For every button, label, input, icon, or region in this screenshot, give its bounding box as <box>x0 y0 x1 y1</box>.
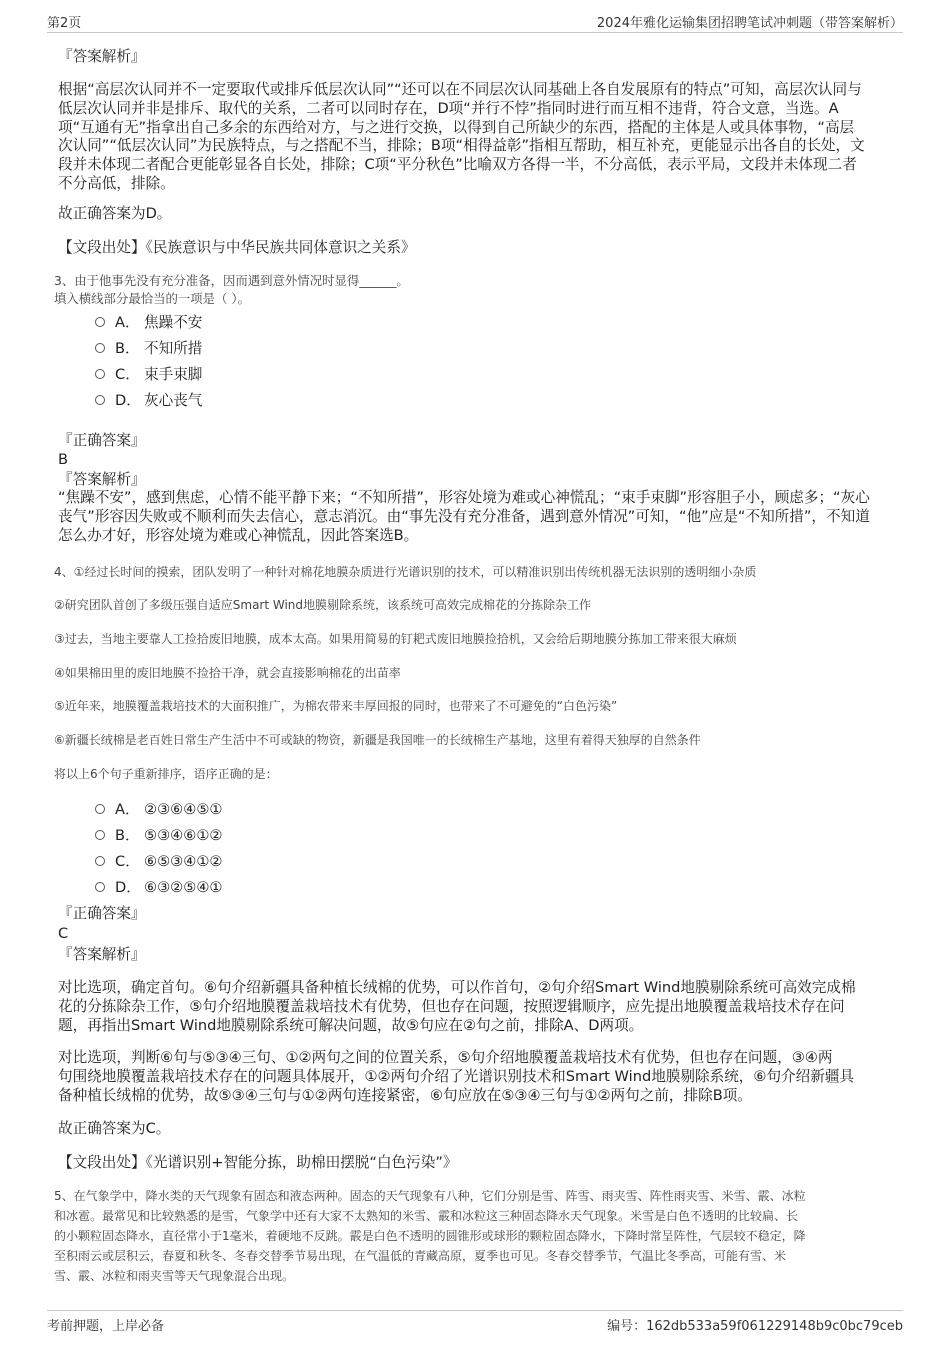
q4-analysis-line: 对比选项，确定首句。⑥句介绍新疆具备种植长绒棉的优势，可以作首句，②句介绍Smart Wind地膜剔除系统可高效完成棉 <box>58 979 856 996</box>
radio-button-icon[interactable] <box>95 395 105 405</box>
q4-source: 【文段出处】《光谱识别+智能分拣，助棉田摆脱“白色污染”》 <box>58 1154 458 1171</box>
q4-analysis-line: 花的分拣除杂工作，⑤句介绍地膜覆盖栽培技术有优势，但也存在问题，按照逻辑顺序，应先提出地膜覆盖栽培技术存在问 <box>58 997 845 1015</box>
q4-correct-answer: C <box>58 925 69 942</box>
q4-analysis-line: 备种植长绒棉的优势，故⑤③④三句与①②两句连接紧密，⑥句应放在⑤③④三句与①②两句之前，排除B项。 <box>58 1086 752 1104</box>
q4-analysis-label: 『答案解析』 <box>58 946 146 963</box>
q3-option-c[interactable]: C． 束手束脚 <box>95 365 202 385</box>
page-header <box>47 10 903 33</box>
q3-option-d[interactable]: D． 灰心丧气 <box>95 391 202 411</box>
q4-sentence-4: ④如果棉田里的废旧地膜不捡拾干净，就会直接影响棉花的出苗率 <box>54 666 401 680</box>
q4-sentence-3: ③过去，当地主要靠人工捡拾废旧地膜，成本太高。如果用简易的钉耙式废旧地膜捡拾机，又会给后期地膜分拣加工带来很大麻烦 <box>54 632 737 646</box>
q4-option-d[interactable]: D． ⑥③②⑤④① <box>95 878 223 898</box>
q5-line: 至积雨云或层积云，春夏和秋冬、冬春交替季节易出现，在气温低的青藏高原，夏季也可见。冬春交替季节，气温比冬季高，可能有雪、米 <box>54 1249 787 1263</box>
q3-analysis-line: 丧气”形容因失败或不顺利而失去信心，意志消沉。由“事先没有充分准备，遇到意外情况”可知，“他”应是“不知所措”，不知道 <box>58 507 870 525</box>
q4-analysis-paragraph-2 <box>58 1049 854 1105</box>
q3-stem: 3、由于他事先没有充分准备，因而遇到意外情况时显得______。 <box>54 273 409 288</box>
q4-correct-label: 『正确答案』 <box>58 905 146 922</box>
q2-analysis-line: 不分高低，排除。 <box>58 174 175 192</box>
q2-analysis-line: 次认同”“低层次认同”为民族特点，与之搭配不当，排除；B项“相得益彰”指相互帮助，相互补充，更能显示出各自的长处，文 <box>58 137 865 155</box>
q2-source: 【文段出处】《民族意识与中华民族共同体意识之关系》 <box>58 239 416 256</box>
q2-analysis-text <box>58 81 865 194</box>
q3-option-b[interactable]: B． 不知所措 <box>95 339 202 359</box>
radio-button-icon[interactable] <box>95 317 105 327</box>
q3-option-a[interactable]: A． 焦躁不安 <box>95 313 202 333</box>
radio-button-icon[interactable] <box>95 343 105 353</box>
q3-correct-answer: B <box>58 451 69 468</box>
q4-sentence-6: ⑥新疆长绒棉是老百姓日常生产生活中不可或缺的物资，新疆是我国唯一的长绒棉生产基地，这里有着得天独厚的自然条件 <box>54 733 701 747</box>
q5-line: 和冰雹。最常见和比较熟悉的是雪，气象学中还有大家不太熟知的米雪、霰和冰粒这三种固态降水天气现象。米雪是白色不透明的比较扁、长 <box>54 1209 799 1223</box>
q3-analysis-line: “焦躁不安”，感到焦虑，心情不能平静下来；“不知所措”，形容处境为难或心神慌乱；“束手束脚”形容胆子小，顾虑多；“灰心 <box>58 489 870 506</box>
q2-analysis-line: 项“互通有无”指拿出自己多余的东西给对方，与之进行交换，以得到自己所缺少的东西，搭配的主体是人或具体事物，“高层 <box>58 118 855 136</box>
radio-button-icon[interactable] <box>95 804 105 814</box>
q4-option-a[interactable]: A． ②③⑥④⑤① <box>95 800 223 820</box>
q5-stem <box>54 1186 806 1286</box>
q4-sentence-2: ②研究团队首创了多级压强自适应Smart Wind地膜剔除系统，该系统可高效完成棉花的分拣除杂工作 <box>54 598 592 612</box>
q4-analysis-line: 题，再指出Smart Wind地膜剔除系统可解决问题，故⑤句应在②句之前，排除A、D两项。 <box>58 1016 644 1034</box>
document-id: 编号：162db533a59f061229148b9c0bc79ceb <box>607 1319 903 1334</box>
q2-analysis-line: 段并未体现二者配合更能彰显各自长处，排除；C项“平分秋色”比喻双方各得一半，不分高低，表示平局，文段并未体现二者 <box>58 156 857 174</box>
q2-conclusion: 故正确答案为D。 <box>58 205 172 222</box>
q3-analysis-label: 『答案解析』 <box>58 471 146 488</box>
q5-line: 的小颗粒固态降水，直径常小于1毫米，着硬地不反跳。霰是白色不透明的圆锥形或球形的颗粒固态降水，下降时常呈阵性，气层较不稳定，降 <box>54 1229 806 1243</box>
radio-button-icon[interactable] <box>95 830 105 840</box>
footer-slogan: 考前押题，上岸必备 <box>47 1319 165 1334</box>
radio-button-icon[interactable] <box>95 369 105 379</box>
document-title: 2024年雅化运输集团招聘笔试冲刺题（带答案解析） <box>596 16 903 31</box>
q4-analysis-line: 句围绕地膜覆盖栽培技术存在的问题具体展开，①②两句介绍了光谱识别技术和Smart Wind地膜剔除系统，⑥句介绍新疆具 <box>58 1067 855 1085</box>
q3-instruction: 填入横线部分最恰当的一项是（ ）。 <box>54 291 250 306</box>
q4-instruction: 将以上6个句子重新排序，语序正确的是： <box>54 767 278 781</box>
q4-conclusion: 故正确答案为C。 <box>58 1120 171 1137</box>
page-footer <box>47 1310 903 1335</box>
q5-line: 5、在气象学中，降水类的天气现象有固态和液态两种。固态的天气现象有八种，它们分别是雪、阵雪、雨夹雪、阵性雨夹雪、米雪、霰、冰粒 <box>54 1189 806 1203</box>
q4-option-c[interactable]: C． ⑥⑤③④①② <box>95 852 223 872</box>
q4-sentence-1: 4、①经过长时间的摸索，团队发明了一种针对棉花地膜杂质进行光谱识别的技术，可以精准识别出传统机器无法识别的透明细小杂质 <box>54 565 757 579</box>
q3-analysis-line: 怎么办才好，形容处境为难或心神慌乱，因此答案选B。 <box>58 526 419 544</box>
q2-analysis-label: 『答案解析』 <box>58 48 146 65</box>
radio-button-icon[interactable] <box>95 882 105 892</box>
page-number: 第2页 <box>47 16 82 31</box>
q3-analysis-text <box>58 489 870 545</box>
q4-analysis-paragraph-1 <box>58 979 856 1035</box>
q4-analysis-line: 对比选项，判断⑥句与⑤③④三句、①②两句之间的位置关系，⑤句介绍地膜覆盖栽培技术有优势，但也存在问题，③④两 <box>58 1049 833 1066</box>
q4-sentence-5: ⑤近年来，地膜覆盖栽培技术的大面积推广，为棉农带来丰厚回报的同时，也带来了不可避免的“白色污染” <box>54 699 618 713</box>
radio-button-icon[interactable] <box>95 856 105 866</box>
q5-line: 雪、霰、冰粒和雨夹雪等天气现象混合出现。 <box>54 1269 295 1283</box>
q3-correct-label: 『正确答案』 <box>58 432 146 449</box>
q2-analysis-line: 低层次认同并非是排斥、取代的关系，二者可以同时存在，D项“并行不悖”指同时进行而互相不违背，符合文意，当选。A <box>58 99 839 117</box>
q2-analysis-line: 根据“高层次认同并不一定要取代或排斥低层次认同”“还可以在不同层次认同基础上各自发展原有的特点”可知，高层次认同与 <box>58 81 862 98</box>
q4-option-b[interactable]: B． ⑤③④⑥①② <box>95 826 223 846</box>
